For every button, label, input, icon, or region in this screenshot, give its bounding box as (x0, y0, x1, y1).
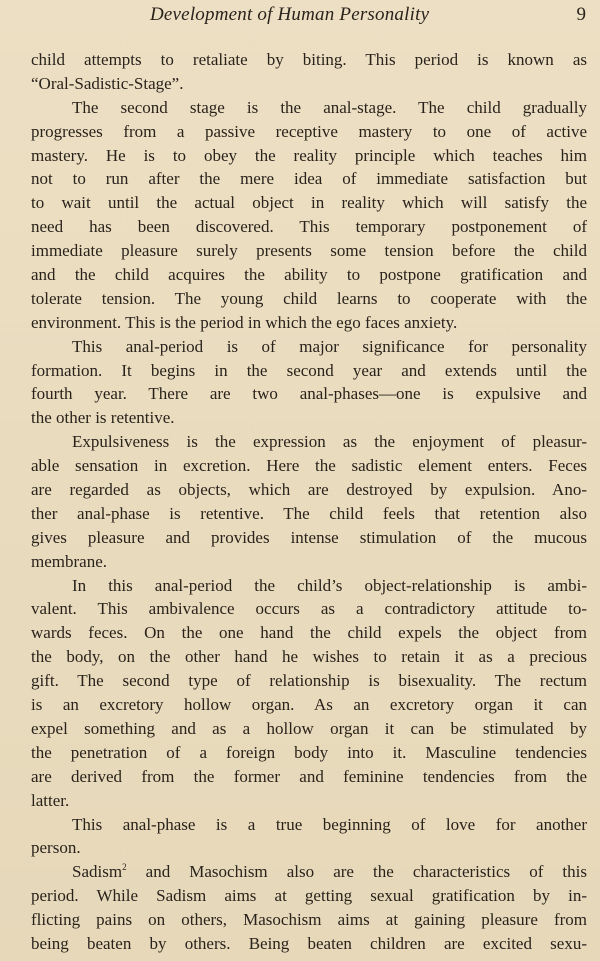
text-line: are derived from the former and feminine tendencies from the (31, 766, 587, 786)
body-text (31, 48, 587, 956)
text-line: and the child acquires the ability to postpone gratification and (31, 265, 587, 285)
text-line: gift. The second type of relationship is bisexuality. The rectum (31, 671, 587, 691)
text-line: person. (31, 838, 81, 858)
text-line: ther anal-phase is retentive. The child feels that retention also (31, 503, 587, 523)
text-line: to wait until the actual object in reality which will satisfy the (31, 193, 587, 213)
text-fragment: and Masochism also are the characteristics of this (126, 862, 587, 882)
text-line: the penetration of a foreign body into it. Masculine tendencies (31, 742, 587, 762)
text-line: not to run after the mere idea of immediate satisfaction but (31, 169, 587, 189)
text-line: formation. It begins in the second year and extends until the (31, 360, 587, 380)
page-header (0, 0, 600, 32)
text-line: immediate pleasure surely presents some tension before the child (31, 241, 587, 261)
text-line-sadism (31, 860, 587, 884)
text-line: are regarded as objects, which are destroyed by expulsion. Ano- (31, 480, 587, 500)
text-line: membrane. (31, 551, 107, 571)
text-line: wards feces. On the one hand the child expels the object from (31, 623, 587, 643)
running-head: Development of Human Personality (150, 4, 430, 25)
text-line: “Oral-Sadistic-Stage”. (31, 73, 184, 93)
text-line: progresses from a passive receptive mastery to one of active (31, 121, 587, 141)
text-line: the other is retentive. (31, 408, 175, 428)
text-fragment: Sadism (72, 862, 123, 882)
text-line: flicting pains on others, Masochism aims at gaining pleasure from (31, 910, 587, 930)
text-line: expel something and as a hollow organ it can be stimulated by (31, 718, 587, 738)
text-line: mastery. He is to obey the reality principle which teaches him (31, 145, 587, 165)
text-line: tolerate tension. The young child learns to cooperate with the (31, 288, 587, 308)
text-line: This anal-phase is a true beginning of love for another (72, 814, 587, 834)
text-line: child attempts to retaliate by biting. This period is known as (31, 50, 587, 69)
text-line: gives pleasure and provides intense stimulation of the mucous (31, 527, 587, 547)
text-line: is an excretory hollow organ. As an excretory organ it can (31, 695, 587, 715)
text-line: In this anal-period the child’s object-relationship is ambi- (72, 575, 587, 595)
text-line: This anal-period is of major significance for personality (72, 336, 587, 356)
text-line: valent. This ambivalence occurs as a contradictory attitude to- (31, 599, 587, 619)
footnote-mark: 2 (122, 862, 127, 873)
text-line: being beaten by others. Being beaten children are excited sexu- (31, 933, 587, 953)
text-line: Expulsiveness is the expression as the enjoyment of pleasur- (72, 432, 587, 452)
text-line: the body, on the other hand he wishes to retain it as a precious (31, 647, 587, 667)
text-line: latter. (31, 790, 70, 810)
text-line: period. While Sadism aims at getting sexual gratification by in- (31, 886, 587, 906)
text-line: The second stage is the anal-stage. The child gradually (72, 97, 587, 117)
text-line: environment. This is the period in which the ego faces anxiety. (31, 312, 458, 332)
page-number: 9 (576, 4, 586, 25)
text-line: fourth year. There are two anal-phases—one is expulsive and (31, 384, 587, 404)
text-line: able sensation in excretion. Here the sadistic element enters. Feces (31, 456, 587, 476)
text-line: need has been discovered. This temporary postponement of (31, 217, 587, 237)
